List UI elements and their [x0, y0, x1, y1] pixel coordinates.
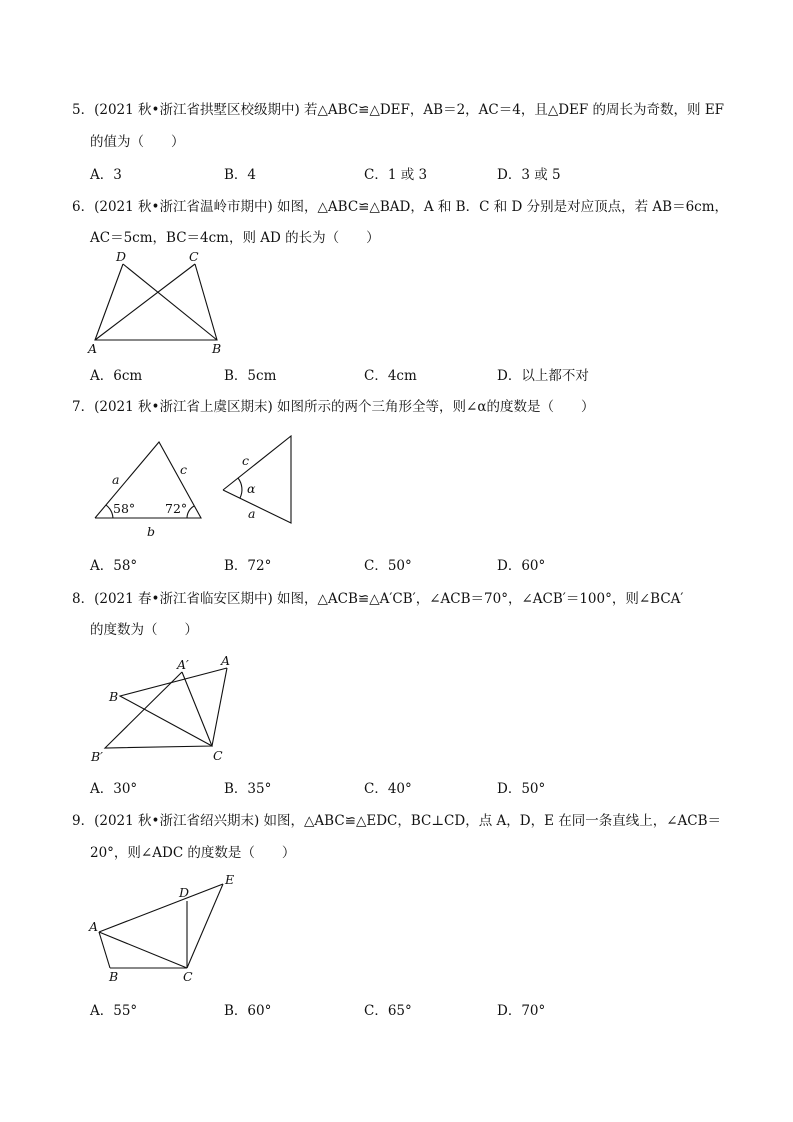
- q6-label-a: A: [88, 341, 98, 356]
- q8-label-a-prime: A′: [177, 657, 189, 672]
- q7-angle-arc-alpha: [238, 478, 242, 498]
- q7-label-a-right: a: [248, 506, 256, 521]
- q7-label-c-left: c: [180, 462, 188, 477]
- q6-label-b: B: [212, 341, 222, 356]
- q6-diagonal-ac: [95, 264, 195, 340]
- question-5-text-line2: 的值为（ ）: [90, 134, 185, 150]
- q9-line-ac: [99, 932, 187, 968]
- question-5-text-line1: 5．(2021 秋•浙江省拱墅区校级期中) 若△ABC≌△DEF，AB＝2，AC＝4，且△DEF 的周长为奇数，则 EF: [72, 102, 725, 118]
- q7-label-c-right: c: [242, 453, 250, 468]
- question-9-option-a[interactable]: A．55°: [90, 1003, 138, 1019]
- q9-label-d: D: [179, 885, 190, 900]
- question-9-text-line2: 20°，则∠ADC 的度数是（ ）: [90, 845, 296, 861]
- q9-label-b: B: [109, 969, 119, 984]
- q7-triangle-right: [223, 436, 291, 523]
- question-6-text-line2: AC＝5cm，BC＝4cm，则 AD 的长为（ ）: [90, 230, 380, 246]
- q9-line-ab: [99, 932, 110, 968]
- question-6-text-line1: 6．(2021 秋•浙江省温岭市期中) 如图，△ABC≌△BAD，A 和 B．C 和 D 分别是对应顶点，若 AB＝6cm，: [72, 199, 729, 215]
- q9-label-a: A: [89, 919, 99, 934]
- q7-label-58: 58°: [113, 501, 136, 516]
- q9-label-e: E: [225, 872, 235, 887]
- question-9-option-d[interactable]: D．70°: [497, 1003, 546, 1019]
- q7-label-b: b: [147, 524, 156, 539]
- q6-trapezoid-outline: [95, 264, 217, 340]
- q7-label-alpha: α: [247, 481, 256, 496]
- question-7-option-b[interactable]: B．72°: [224, 558, 272, 574]
- question-9-option-c[interactable]: C．65°: [364, 1003, 412, 1019]
- q7-angle-arc-72: [187, 506, 194, 518]
- question-5-option-a[interactable]: A．3: [90, 167, 122, 183]
- q9-label-c: C: [183, 969, 193, 984]
- question-7-text-line1: 7．(2021 秋•浙江省上虞区期末) 如图所示的两个三角形全等，则∠α的度数是（ ）: [72, 399, 595, 415]
- question-8-option-b[interactable]: B．35°: [224, 781, 272, 797]
- q9-line-ae: [99, 884, 223, 932]
- question-8-figure: [85, 650, 255, 770]
- q8-label-b-prime: B′: [91, 749, 104, 764]
- q8-label-c: C: [213, 748, 223, 763]
- q6-diagonal-bd: [123, 264, 217, 340]
- q8-label-a: A: [221, 653, 231, 668]
- q7-label-72: 72°: [165, 501, 188, 516]
- q7-label-a-left: a: [112, 472, 120, 487]
- question-6-option-b[interactable]: B．5cm: [224, 368, 277, 384]
- question-8-text-line1: 8．(2021 春•浙江省临安区期中) 如图，△ACB≌△A′CB′，∠ACB＝70°，∠ACB′＝100°，则∠BCA′: [72, 591, 684, 607]
- question-8-option-a[interactable]: A．30°: [90, 781, 138, 797]
- question-6-figure: [85, 250, 235, 360]
- q8-label-b: B: [109, 689, 119, 704]
- q6-label-d: D: [116, 249, 127, 264]
- question-9-option-b[interactable]: B．60°: [224, 1003, 272, 1019]
- question-7-figure: [85, 428, 305, 543]
- question-9-figure: [85, 870, 245, 990]
- q9-line-ec: [187, 884, 223, 968]
- q6-label-c: C: [189, 249, 199, 264]
- question-8-text-line2: 的度数为（ ）: [90, 622, 198, 638]
- question-7-option-c[interactable]: C．50°: [364, 558, 412, 574]
- question-6-option-d[interactable]: D．以上都不对: [497, 368, 589, 384]
- question-7-option-d[interactable]: D．60°: [497, 558, 546, 574]
- question-8-option-c[interactable]: C．40°: [364, 781, 412, 797]
- question-8-option-d[interactable]: D．50°: [497, 781, 546, 797]
- q7-angle-arc-58: [106, 505, 113, 518]
- question-5-option-b[interactable]: B．4: [224, 167, 257, 183]
- question-5-option-d[interactable]: D．3 或 5: [497, 167, 561, 183]
- question-5-option-c[interactable]: C．1 或 3: [364, 167, 428, 183]
- question-9-text-line1: 9．(2021 秋•浙江省绍兴期末) 如图，△ABC≌△EDC，BC⊥CD，点 A，D，E 在同一条直线上，∠ACB＝: [72, 813, 722, 829]
- question-6-option-c[interactable]: C．4cm: [364, 368, 417, 384]
- question-7-option-a[interactable]: A．58°: [90, 558, 138, 574]
- q8-triangle-a-prime-cb-prime: [105, 672, 212, 748]
- question-6-option-a[interactable]: A．6cm: [90, 368, 143, 384]
